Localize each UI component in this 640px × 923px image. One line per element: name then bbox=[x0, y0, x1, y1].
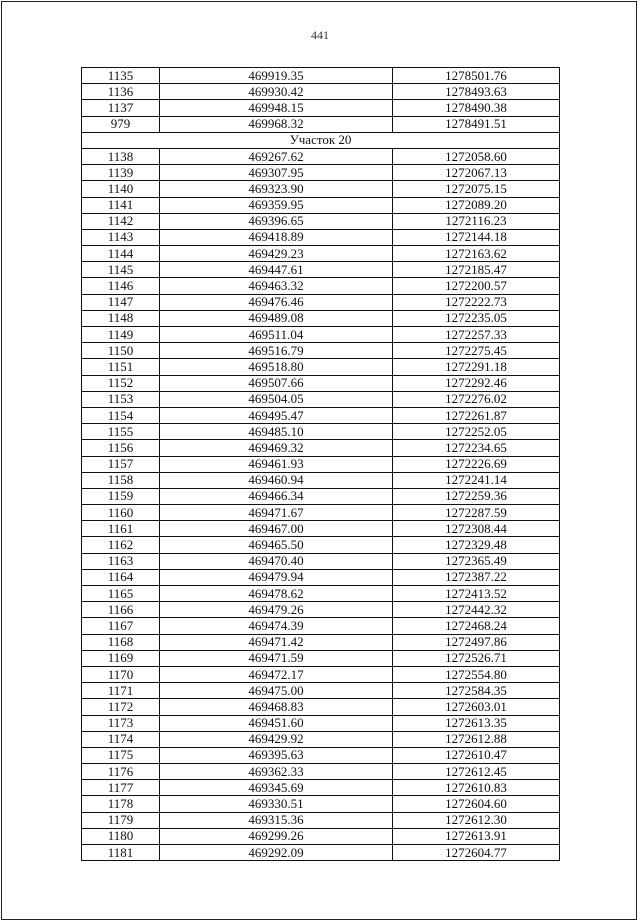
point-number: 1157 bbox=[82, 456, 160, 472]
x-coordinate: 469495.47 bbox=[160, 407, 393, 423]
table-row bbox=[82, 666, 560, 682]
table-row bbox=[82, 715, 560, 731]
point-number: 1164 bbox=[82, 569, 160, 585]
x-coordinate: 469479.26 bbox=[160, 602, 393, 618]
x-coordinate: 469518.80 bbox=[160, 359, 393, 375]
y-coordinate: 1272442.32 bbox=[393, 602, 560, 618]
point-number: 1169 bbox=[82, 650, 160, 666]
table-row bbox=[82, 828, 560, 844]
point-number: 979 bbox=[82, 116, 160, 132]
y-coordinate: 1272075.15 bbox=[393, 181, 560, 197]
point-number: 1170 bbox=[82, 666, 160, 682]
point-number: 1162 bbox=[82, 537, 160, 553]
x-coordinate: 469460.94 bbox=[160, 472, 393, 488]
point-number: 1167 bbox=[82, 618, 160, 634]
y-coordinate: 1272610.83 bbox=[393, 780, 560, 796]
x-coordinate: 469362.33 bbox=[160, 764, 393, 780]
table-body-after-section bbox=[82, 148, 560, 860]
y-coordinate: 1272329.48 bbox=[393, 537, 560, 553]
table-row bbox=[82, 569, 560, 585]
table-row bbox=[82, 699, 560, 715]
table-row bbox=[82, 100, 560, 116]
table-row bbox=[82, 68, 560, 84]
x-coordinate: 469472.17 bbox=[160, 666, 393, 682]
y-coordinate: 1272468.24 bbox=[393, 618, 560, 634]
y-coordinate: 1272222.73 bbox=[393, 294, 560, 310]
table-row bbox=[82, 650, 560, 666]
x-coordinate: 469504.05 bbox=[160, 391, 393, 407]
point-number: 1137 bbox=[82, 100, 160, 116]
point-number: 1136 bbox=[82, 84, 160, 100]
x-coordinate: 469930.42 bbox=[160, 84, 393, 100]
table-row bbox=[82, 84, 560, 100]
table-row bbox=[82, 747, 560, 763]
x-coordinate: 469299.26 bbox=[160, 828, 393, 844]
y-coordinate: 1272413.52 bbox=[393, 586, 560, 602]
x-coordinate: 469471.67 bbox=[160, 505, 393, 521]
table-row bbox=[82, 521, 560, 537]
y-coordinate: 1272554.80 bbox=[393, 666, 560, 682]
point-number: 1147 bbox=[82, 294, 160, 310]
table-row bbox=[82, 148, 560, 164]
y-coordinate: 1272613.91 bbox=[393, 828, 560, 844]
y-coordinate: 1272144.18 bbox=[393, 229, 560, 245]
section-row bbox=[82, 132, 560, 148]
y-coordinate: 1272116.23 bbox=[393, 213, 560, 229]
table-row bbox=[82, 310, 560, 326]
point-number: 1135 bbox=[82, 68, 160, 84]
y-coordinate: 1272604.77 bbox=[393, 845, 560, 861]
point-number: 1144 bbox=[82, 246, 160, 262]
table-row bbox=[82, 602, 560, 618]
point-number: 1179 bbox=[82, 812, 160, 828]
point-number: 1175 bbox=[82, 747, 160, 763]
y-coordinate: 1272365.49 bbox=[393, 553, 560, 569]
y-coordinate: 1272261.87 bbox=[393, 407, 560, 423]
table-row bbox=[82, 683, 560, 699]
y-coordinate: 1272308.44 bbox=[393, 521, 560, 537]
x-coordinate: 469474.39 bbox=[160, 618, 393, 634]
x-coordinate: 469330.51 bbox=[160, 796, 393, 812]
x-coordinate: 469359.95 bbox=[160, 197, 393, 213]
x-coordinate: 469429.92 bbox=[160, 731, 393, 747]
point-number: 1153 bbox=[82, 391, 160, 407]
y-coordinate: 1272387.22 bbox=[393, 569, 560, 585]
y-coordinate: 1272058.60 bbox=[393, 148, 560, 164]
point-number: 1177 bbox=[82, 780, 160, 796]
y-coordinate: 1272584.35 bbox=[393, 683, 560, 699]
point-number: 1166 bbox=[82, 602, 160, 618]
point-number: 1150 bbox=[82, 343, 160, 359]
table-row bbox=[82, 327, 560, 343]
x-coordinate: 469471.42 bbox=[160, 634, 393, 650]
table-row bbox=[82, 731, 560, 747]
x-coordinate: 469511.04 bbox=[160, 327, 393, 343]
table-row bbox=[82, 537, 560, 553]
y-coordinate: 1272276.02 bbox=[393, 391, 560, 407]
y-coordinate: 1272526.71 bbox=[393, 650, 560, 666]
table-row bbox=[82, 586, 560, 602]
x-coordinate: 469467.00 bbox=[160, 521, 393, 537]
y-coordinate: 1272291.18 bbox=[393, 359, 560, 375]
y-coordinate: 1272497.86 bbox=[393, 634, 560, 650]
x-coordinate: 469429.23 bbox=[160, 246, 393, 262]
point-number: 1158 bbox=[82, 472, 160, 488]
x-coordinate: 469485.10 bbox=[160, 424, 393, 440]
y-coordinate: 1272613.35 bbox=[393, 715, 560, 731]
table-row bbox=[82, 262, 560, 278]
x-coordinate: 469323.90 bbox=[160, 181, 393, 197]
y-coordinate: 1272089.20 bbox=[393, 197, 560, 213]
x-coordinate: 469471.59 bbox=[160, 650, 393, 666]
point-number: 1149 bbox=[82, 327, 160, 343]
y-coordinate: 1272241.14 bbox=[393, 472, 560, 488]
x-coordinate: 469489.08 bbox=[160, 310, 393, 326]
x-coordinate: 469307.95 bbox=[160, 165, 393, 181]
table-row bbox=[82, 845, 560, 861]
x-coordinate: 469451.60 bbox=[160, 715, 393, 731]
y-coordinate: 1272185.47 bbox=[393, 262, 560, 278]
y-coordinate: 1272610.47 bbox=[393, 747, 560, 763]
table-row bbox=[82, 424, 560, 440]
y-coordinate: 1272257.33 bbox=[393, 327, 560, 343]
x-coordinate: 469292.09 bbox=[160, 845, 393, 861]
table-row bbox=[82, 197, 560, 213]
y-coordinate: 1272603.01 bbox=[393, 699, 560, 715]
section-header-group bbox=[82, 132, 560, 148]
point-number: 1173 bbox=[82, 715, 160, 731]
table-row bbox=[82, 407, 560, 423]
x-coordinate: 469267.62 bbox=[160, 148, 393, 164]
x-coordinate: 469418.89 bbox=[160, 229, 393, 245]
table-row bbox=[82, 553, 560, 569]
page-number: 441 bbox=[311, 28, 329, 42]
point-number: 1140 bbox=[82, 181, 160, 197]
table-row bbox=[82, 472, 560, 488]
x-coordinate: 469476.46 bbox=[160, 294, 393, 310]
point-number: 1159 bbox=[82, 488, 160, 504]
x-coordinate: 469469.32 bbox=[160, 440, 393, 456]
y-coordinate: 1278491.51 bbox=[393, 116, 560, 132]
point-number: 1148 bbox=[82, 310, 160, 326]
table-row bbox=[82, 278, 560, 294]
table-row bbox=[82, 213, 560, 229]
point-number: 1160 bbox=[82, 505, 160, 521]
table-row bbox=[82, 505, 560, 521]
x-coordinate: 469948.15 bbox=[160, 100, 393, 116]
x-coordinate: 469465.50 bbox=[160, 537, 393, 553]
point-number: 1172 bbox=[82, 699, 160, 715]
table-row bbox=[82, 375, 560, 391]
point-number: 1180 bbox=[82, 828, 160, 844]
x-coordinate: 469395.63 bbox=[160, 747, 393, 763]
y-coordinate: 1272604.60 bbox=[393, 796, 560, 812]
point-number: 1141 bbox=[82, 197, 160, 213]
point-number: 1181 bbox=[82, 845, 160, 861]
point-number: 1139 bbox=[82, 165, 160, 181]
point-number: 1161 bbox=[82, 521, 160, 537]
table-row bbox=[82, 780, 560, 796]
x-coordinate: 469396.65 bbox=[160, 213, 393, 229]
point-number: 1156 bbox=[82, 440, 160, 456]
table-row bbox=[82, 165, 560, 181]
x-coordinate: 469919.35 bbox=[160, 68, 393, 84]
point-number: 1165 bbox=[82, 586, 160, 602]
y-coordinate: 1272612.45 bbox=[393, 764, 560, 780]
y-coordinate: 1272226.69 bbox=[393, 456, 560, 472]
table-row bbox=[82, 116, 560, 132]
y-coordinate: 1272200.57 bbox=[393, 278, 560, 294]
point-number: 1155 bbox=[82, 424, 160, 440]
y-coordinate: 1278493.63 bbox=[393, 84, 560, 100]
x-coordinate: 469507.66 bbox=[160, 375, 393, 391]
y-coordinate: 1272235.05 bbox=[393, 310, 560, 326]
point-number: 1145 bbox=[82, 262, 160, 278]
x-coordinate: 469479.94 bbox=[160, 569, 393, 585]
point-number: 1142 bbox=[82, 213, 160, 229]
point-number: 1143 bbox=[82, 229, 160, 245]
x-coordinate: 469463.32 bbox=[160, 278, 393, 294]
x-coordinate: 469478.62 bbox=[160, 586, 393, 602]
table-row bbox=[82, 294, 560, 310]
x-coordinate: 469475.00 bbox=[160, 683, 393, 699]
table-row bbox=[82, 634, 560, 650]
y-coordinate: 1272259.36 bbox=[393, 488, 560, 504]
x-coordinate: 469470.40 bbox=[160, 553, 393, 569]
y-coordinate: 1272252.05 bbox=[393, 424, 560, 440]
y-coordinate: 1272287.59 bbox=[393, 505, 560, 521]
x-coordinate: 469447.61 bbox=[160, 262, 393, 278]
table-row bbox=[82, 796, 560, 812]
y-coordinate: 1278490.38 bbox=[393, 100, 560, 116]
table-body-before-section bbox=[82, 68, 560, 133]
y-coordinate: 1272234.65 bbox=[393, 440, 560, 456]
point-number: 1138 bbox=[82, 148, 160, 164]
table-row bbox=[82, 391, 560, 407]
point-number: 1146 bbox=[82, 278, 160, 294]
coordinates-table bbox=[81, 67, 560, 861]
table-row bbox=[82, 181, 560, 197]
point-number: 1176 bbox=[82, 764, 160, 780]
x-coordinate: 469345.69 bbox=[160, 780, 393, 796]
table-row bbox=[82, 618, 560, 634]
table-row bbox=[82, 246, 560, 262]
x-coordinate: 469516.79 bbox=[160, 343, 393, 359]
point-number: 1174 bbox=[82, 731, 160, 747]
point-number: 1163 bbox=[82, 553, 160, 569]
y-coordinate: 1272612.88 bbox=[393, 731, 560, 747]
point-number: 1168 bbox=[82, 634, 160, 650]
y-coordinate: 1278501.76 bbox=[393, 68, 560, 84]
table-row bbox=[82, 456, 560, 472]
point-number: 1152 bbox=[82, 375, 160, 391]
y-coordinate: 1272275.45 bbox=[393, 343, 560, 359]
x-coordinate: 469466.34 bbox=[160, 488, 393, 504]
y-coordinate: 1272292.46 bbox=[393, 375, 560, 391]
table-row bbox=[82, 359, 560, 375]
x-coordinate: 469468.83 bbox=[160, 699, 393, 715]
section-title: Участок 20 bbox=[82, 132, 560, 148]
point-number: 1151 bbox=[82, 359, 160, 375]
table-row bbox=[82, 812, 560, 828]
y-coordinate: 1272067.13 bbox=[393, 165, 560, 181]
table-row bbox=[82, 229, 560, 245]
y-coordinate: 1272163.62 bbox=[393, 246, 560, 262]
point-number: 1171 bbox=[82, 683, 160, 699]
x-coordinate: 469968.32 bbox=[160, 116, 393, 132]
x-coordinate: 469315.36 bbox=[160, 812, 393, 828]
point-number: 1154 bbox=[82, 407, 160, 423]
table-row bbox=[82, 343, 560, 359]
table-row bbox=[82, 764, 560, 780]
y-coordinate: 1272612.30 bbox=[393, 812, 560, 828]
point-number: 1178 bbox=[82, 796, 160, 812]
x-coordinate: 469461.93 bbox=[160, 456, 393, 472]
table-row bbox=[82, 488, 560, 504]
table-row bbox=[82, 440, 560, 456]
